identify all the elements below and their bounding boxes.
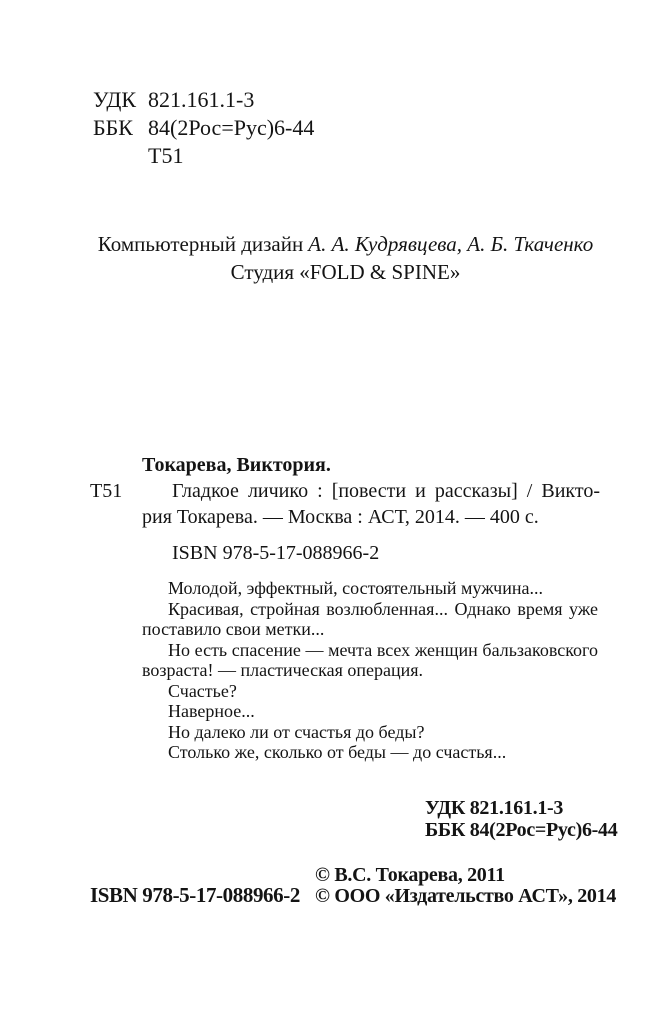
author-sign-value: Т51 bbox=[148, 143, 184, 168]
top-codes-block bbox=[93, 86, 314, 170]
annotation-block bbox=[142, 578, 598, 763]
annotation-line: Счастье? bbox=[168, 680, 237, 701]
isbn-line: ISBN 978-5-17-088966-2 bbox=[172, 542, 380, 564]
annotation-line: Но есть спасение — мечта всех женщин бальзаковского bbox=[168, 639, 598, 660]
card-code: Т51 bbox=[90, 480, 123, 502]
copyright-author: © В.С. Токарева, 2011 bbox=[315, 864, 505, 886]
bottom-codes-block bbox=[425, 798, 617, 841]
bottom-udk: УДК 821.161.1-3 bbox=[425, 797, 564, 819]
annotation-line: Молодой, эффектный, состоятельный мужчина... bbox=[168, 578, 543, 598]
title-line-1: Гладкое личико : [повести и рассказы] / Викто- bbox=[172, 480, 600, 502]
designer-names: А. А. Кудрявцева, А. Б. Ткаченко bbox=[308, 232, 594, 256]
bbk-row bbox=[93, 114, 314, 142]
title-line-2: рия Токарева. — Москва : АСТ, 2014. — 400 с. bbox=[142, 506, 539, 528]
annotation-line: Но далеко ли от счастья до беды? bbox=[168, 721, 425, 742]
title-line-1-wrap bbox=[90, 478, 600, 504]
annotation-line: поставило свои метки... bbox=[142, 619, 325, 639]
design-credit-line bbox=[93, 231, 598, 259]
studio-line: Студия «FOLD & SPINE» bbox=[230, 259, 461, 284]
bbk-label: ББК bbox=[93, 115, 133, 140]
udk-value: 821.161.1-3 bbox=[148, 87, 255, 112]
author-sign-row bbox=[93, 142, 314, 170]
annotation-line: Наверное... bbox=[168, 701, 255, 721]
catalog-card bbox=[90, 452, 600, 566]
author-sign-label bbox=[93, 142, 148, 170]
imprint-isbn: ISBN 978-5-17-088966-2 bbox=[90, 883, 300, 907]
author-heading: Токарева, Виктория. bbox=[142, 454, 331, 476]
bbk-value: 84(2Рос=Рус)6-44 bbox=[148, 115, 315, 140]
annotation-line: возраста! — пластическая операция. bbox=[142, 660, 424, 680]
design-credit-block bbox=[93, 231, 598, 286]
bottom-bbk: ББК 84(2Рос=Рус)6-44 bbox=[425, 818, 618, 841]
annotation-line: Красивая, стройная возлюбленная... Однако время уже bbox=[168, 598, 598, 619]
udk-row bbox=[93, 86, 314, 114]
annotation-line: Столько же, сколько от беды — до счастья... bbox=[168, 742, 507, 762]
design-credit-text: Компьютерный дизайн bbox=[97, 232, 304, 256]
udk-label: УДК bbox=[93, 87, 137, 112]
copyright-publisher: © ООО «Издательство АСТ», 2014 bbox=[315, 885, 617, 907]
